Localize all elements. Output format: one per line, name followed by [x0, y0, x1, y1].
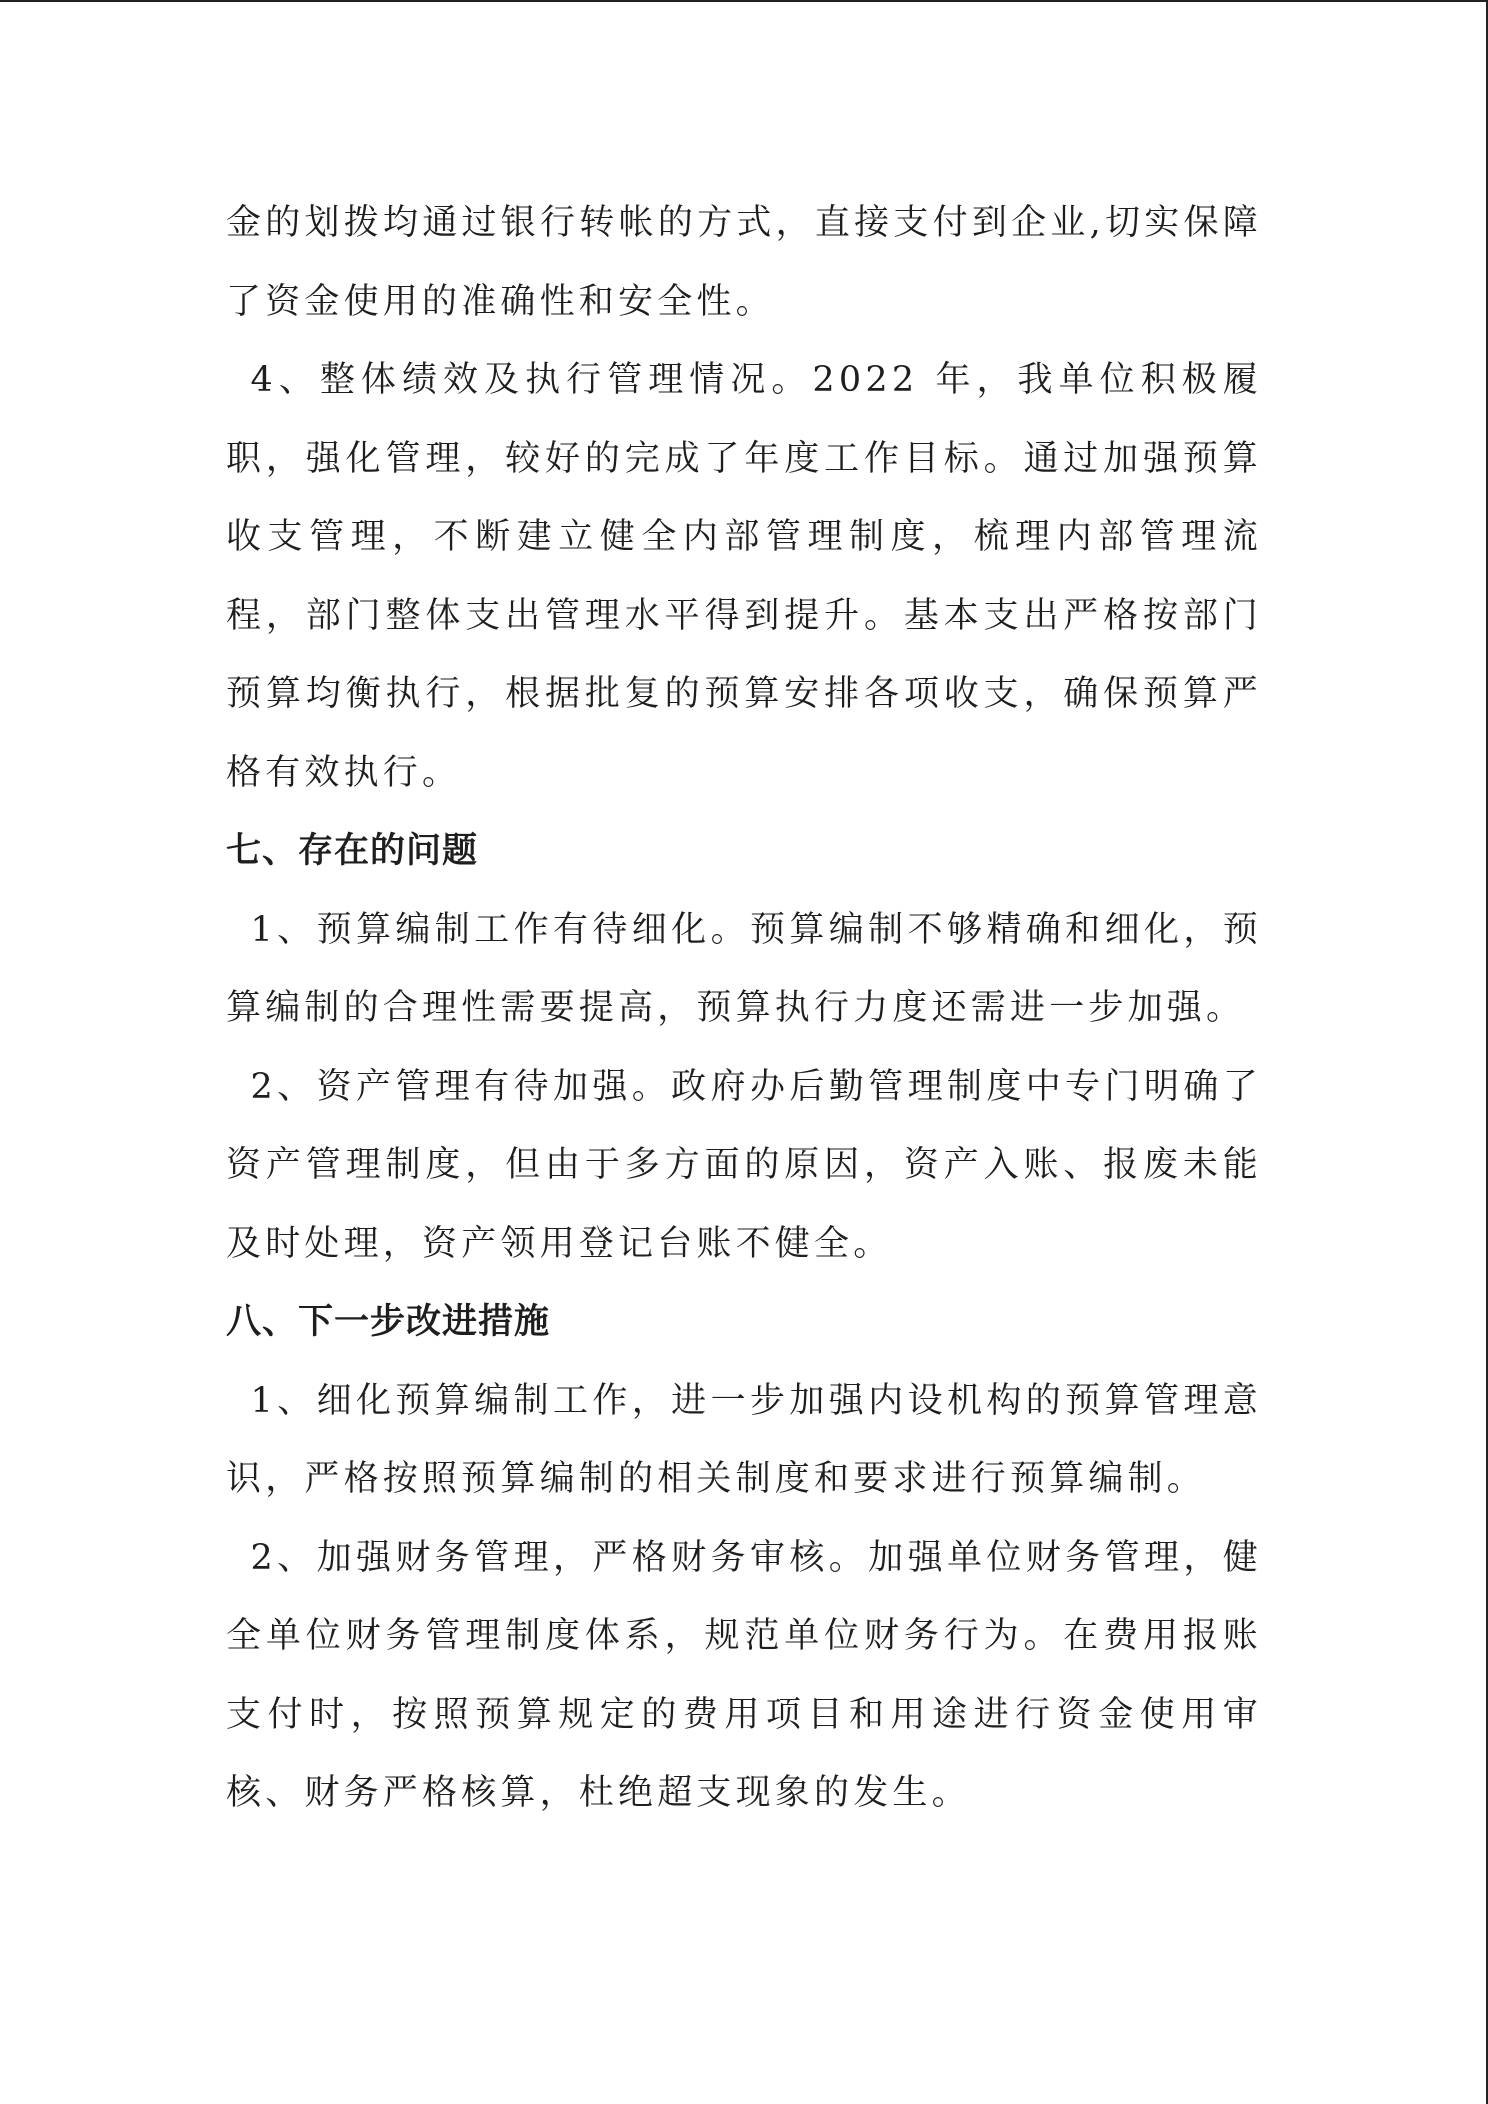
section-heading-problems: 七、存在的问题: [226, 831, 479, 871]
paragraph-problem-budget: 1、预算编制工作有待细化。预算编制不够精确和细化，预算编制的合理性需要提高，预算执行力度还需进一步加强。: [226, 909, 1262, 1028]
section-heading-improvements: 八、下一步改进措施: [226, 1302, 551, 1342]
paragraph-performance-management: 4、整体绩效及执行管理情况。2022 年，我单位积极履职，强化管理，较好的完成了年度工作目标。通过加强预算收支管理，不断建立健全内部管理制度，梳理内部管理流程，部门整体支出管理水平得到提升。基本支出严格按部门预算均衡执行，根据批复的预算安排各项收支，确保预算严格有效执行。: [226, 360, 1262, 793]
paragraph-improvement-finance: 2、加强财务管理，严格财务审核。加强单位财务管理，健全单位财务管理制度体系，规范单位财务行为。在费用报账支付时，按照预算规定的费用项目和用途进行资金使用审核、财务严格核算，杜绝超支现象的发生。: [226, 1537, 1262, 1813]
paragraph-problem-assets: 2、资产管理有待加强。政府办后勤管理制度中专门明确了资产管理制度，但由于多方面的原因，资产入账、报废未能及时处理，资产领用登记台账不健全。: [226, 1066, 1262, 1264]
paragraph-fund-transfer: 金的划拨均通过银行转帐的方式，直接支付到企业,切实保障了资金使用的准确性和安全性。: [226, 203, 1262, 322]
document-body: [226, 184, 1262, 1833]
paragraph-improvement-budget: 1、细化预算编制工作，进一步加强内设机构的预算管理意识，严格按照预算编制的相关制度和要求进行预算编制。: [226, 1380, 1262, 1499]
